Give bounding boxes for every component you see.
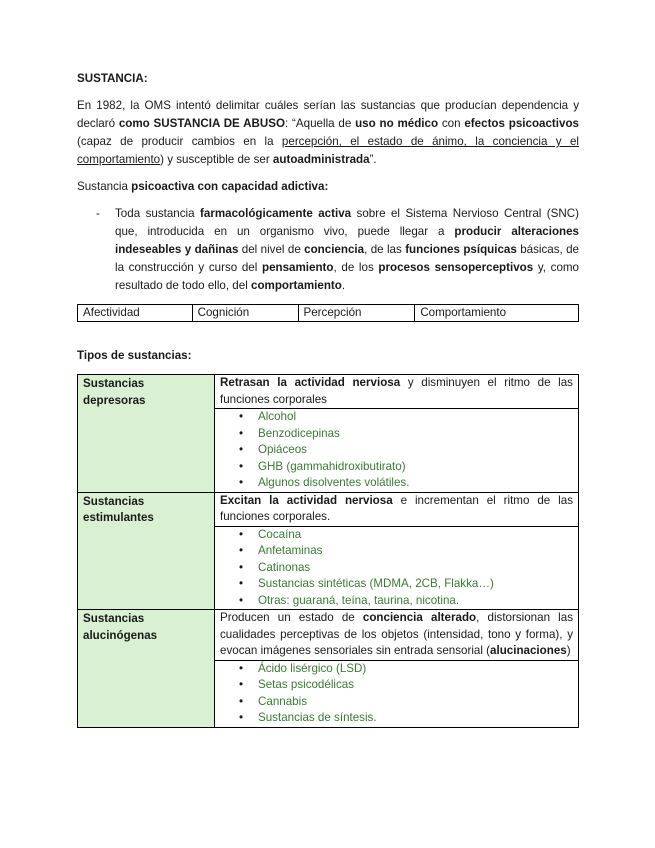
desc-text: Producen un estado de bbox=[220, 611, 363, 624]
list-item: • Otras: guaraná, teína, taurina, nicotina. bbox=[258, 593, 578, 610]
dash-marker: - bbox=[96, 207, 100, 220]
table-row bbox=[78, 375, 579, 409]
types-table bbox=[77, 374, 579, 728]
def-bold: pensamiento bbox=[261, 261, 334, 274]
desc-bold: conciencia alterado bbox=[362, 611, 477, 624]
area-cell-cognition: Cognición bbox=[192, 305, 298, 322]
def-text: , de los bbox=[333, 261, 379, 274]
list-item: • Ácido lisérgico (LSD) bbox=[258, 661, 578, 678]
def-text: básicas, de la construcción y curso del bbox=[115, 243, 580, 274]
desc-bold: alucinaciones bbox=[490, 644, 567, 657]
def-text: , de las bbox=[364, 243, 406, 256]
type-estimulantes-items bbox=[215, 526, 579, 610]
intro-text: con bbox=[438, 117, 465, 130]
subtitle-paragraph bbox=[77, 178, 579, 196]
desc-text: y disminuyen el ritmo de las funciones corporales bbox=[220, 376, 573, 406]
table-row bbox=[78, 492, 579, 526]
table-row bbox=[78, 305, 579, 322]
intro-text: : “Aquella de bbox=[285, 117, 356, 130]
subtitle-bold: psicoactiva con capacidad adictiva: bbox=[131, 180, 329, 193]
def-text: sobre el Sistema Nervioso Central (SNC) que, introducida en un organismo vivo, puede llegar a bbox=[115, 207, 579, 238]
types-title: Tipos de sustancias: bbox=[77, 349, 192, 362]
intro-text: (capaz de producir cambios en la bbox=[77, 135, 282, 148]
section-title: SUSTANCIA: bbox=[77, 72, 148, 85]
list-item: • Anfetaminas bbox=[258, 543, 578, 560]
area-cell-perception: Percepción bbox=[298, 305, 415, 322]
list-item: • Sustancias de síntesis. bbox=[258, 710, 578, 727]
intro-text: En 1982, la OMS intentó delimitar cuáles serían las sustancias que producían dependencia y declaró bbox=[77, 99, 579, 130]
type-alucinogenas-desc bbox=[215, 610, 579, 661]
desc-text: ) bbox=[566, 644, 571, 657]
desc-bold: Excitan la actividad nerviosa bbox=[220, 493, 393, 507]
intro-bold-abuse: como SUSTANCIA DE ABUSO bbox=[118, 117, 286, 130]
table-row bbox=[78, 610, 579, 661]
document-page bbox=[77, 70, 579, 728]
intro-paragraph bbox=[77, 97, 579, 169]
def-bold: funciones psíquicas bbox=[405, 243, 517, 256]
type-depresoras-desc bbox=[215, 375, 579, 409]
def-text: y, como resultado de todo ello, del bbox=[115, 261, 579, 292]
list-item: • Opiáceos bbox=[258, 442, 578, 459]
def-text: . bbox=[341, 279, 346, 292]
list-item: • Cannabis bbox=[258, 694, 578, 711]
intro-text: ”. bbox=[369, 153, 377, 166]
intro-text: ) y susceptible de ser bbox=[160, 153, 273, 166]
desc-text: , distorsionan las cualidades perceptivas de los objetos (intensidad, tono y forma), y evocan imágenes sensoriales sin entrada sensorial ( bbox=[220, 611, 574, 657]
list-item: • Setas psicodélicas bbox=[258, 677, 578, 694]
list-item: • Alcohol bbox=[258, 409, 578, 426]
def-bold: procesos sensoperceptivos bbox=[378, 261, 534, 274]
definition-text bbox=[115, 205, 579, 295]
intro-underlined: percepción, el estado de ánimo, la conciencia y el comportamiento bbox=[77, 135, 579, 166]
desc-bold: Retrasan la actividad nerviosa bbox=[220, 376, 401, 389]
type-estimulantes-desc bbox=[215, 492, 579, 526]
intro-bold-psychoactive: efectos psicoactivos bbox=[464, 117, 579, 130]
type-depresoras-items bbox=[215, 409, 579, 493]
list-item: • Benzodicepinas bbox=[258, 426, 578, 443]
areas-table bbox=[77, 304, 579, 322]
list-item: • Sustancias sintéticas (MDMA, 2CB, Flakka…) bbox=[258, 576, 578, 593]
list-item: • Algunos disolventes volátiles. bbox=[258, 475, 578, 492]
desc-text: e incrementan el ritmo de las funciones corporales. bbox=[220, 493, 573, 523]
def-bold: farmacológicamente activa bbox=[200, 207, 352, 220]
def-text: Toda sustancia bbox=[115, 207, 201, 220]
type-alucinogenas-cell: Sustancias alucinógenas bbox=[78, 610, 215, 728]
def-bold: conciencia bbox=[304, 243, 365, 256]
type-estimulantes-cell: Sustancias estimulantes bbox=[78, 492, 215, 610]
list-item: • GHB (gammahidroxibutirato) bbox=[258, 459, 578, 476]
subtitle-text: Sustancia bbox=[77, 180, 132, 193]
area-cell-affectivity: Afectividad bbox=[78, 305, 193, 322]
def-bold: producir alteraciones indeseables y dañinas bbox=[115, 225, 579, 256]
type-depresoras-cell: Sustancias depresoras bbox=[78, 375, 215, 493]
def-bold: comportamiento bbox=[251, 279, 342, 292]
list-item: • Catinonas bbox=[258, 560, 578, 577]
intro-bold-non-medical: uso no médico bbox=[355, 117, 439, 130]
type-alucinogenas-items bbox=[215, 660, 579, 727]
definition-bullet bbox=[77, 205, 579, 295]
intro-bold-self-admin: autoadministrada bbox=[272, 153, 370, 166]
list-item: • Cocaína bbox=[258, 527, 578, 544]
area-cell-behavior: Comportamiento bbox=[415, 305, 579, 322]
def-text: del nivel de bbox=[238, 243, 305, 256]
